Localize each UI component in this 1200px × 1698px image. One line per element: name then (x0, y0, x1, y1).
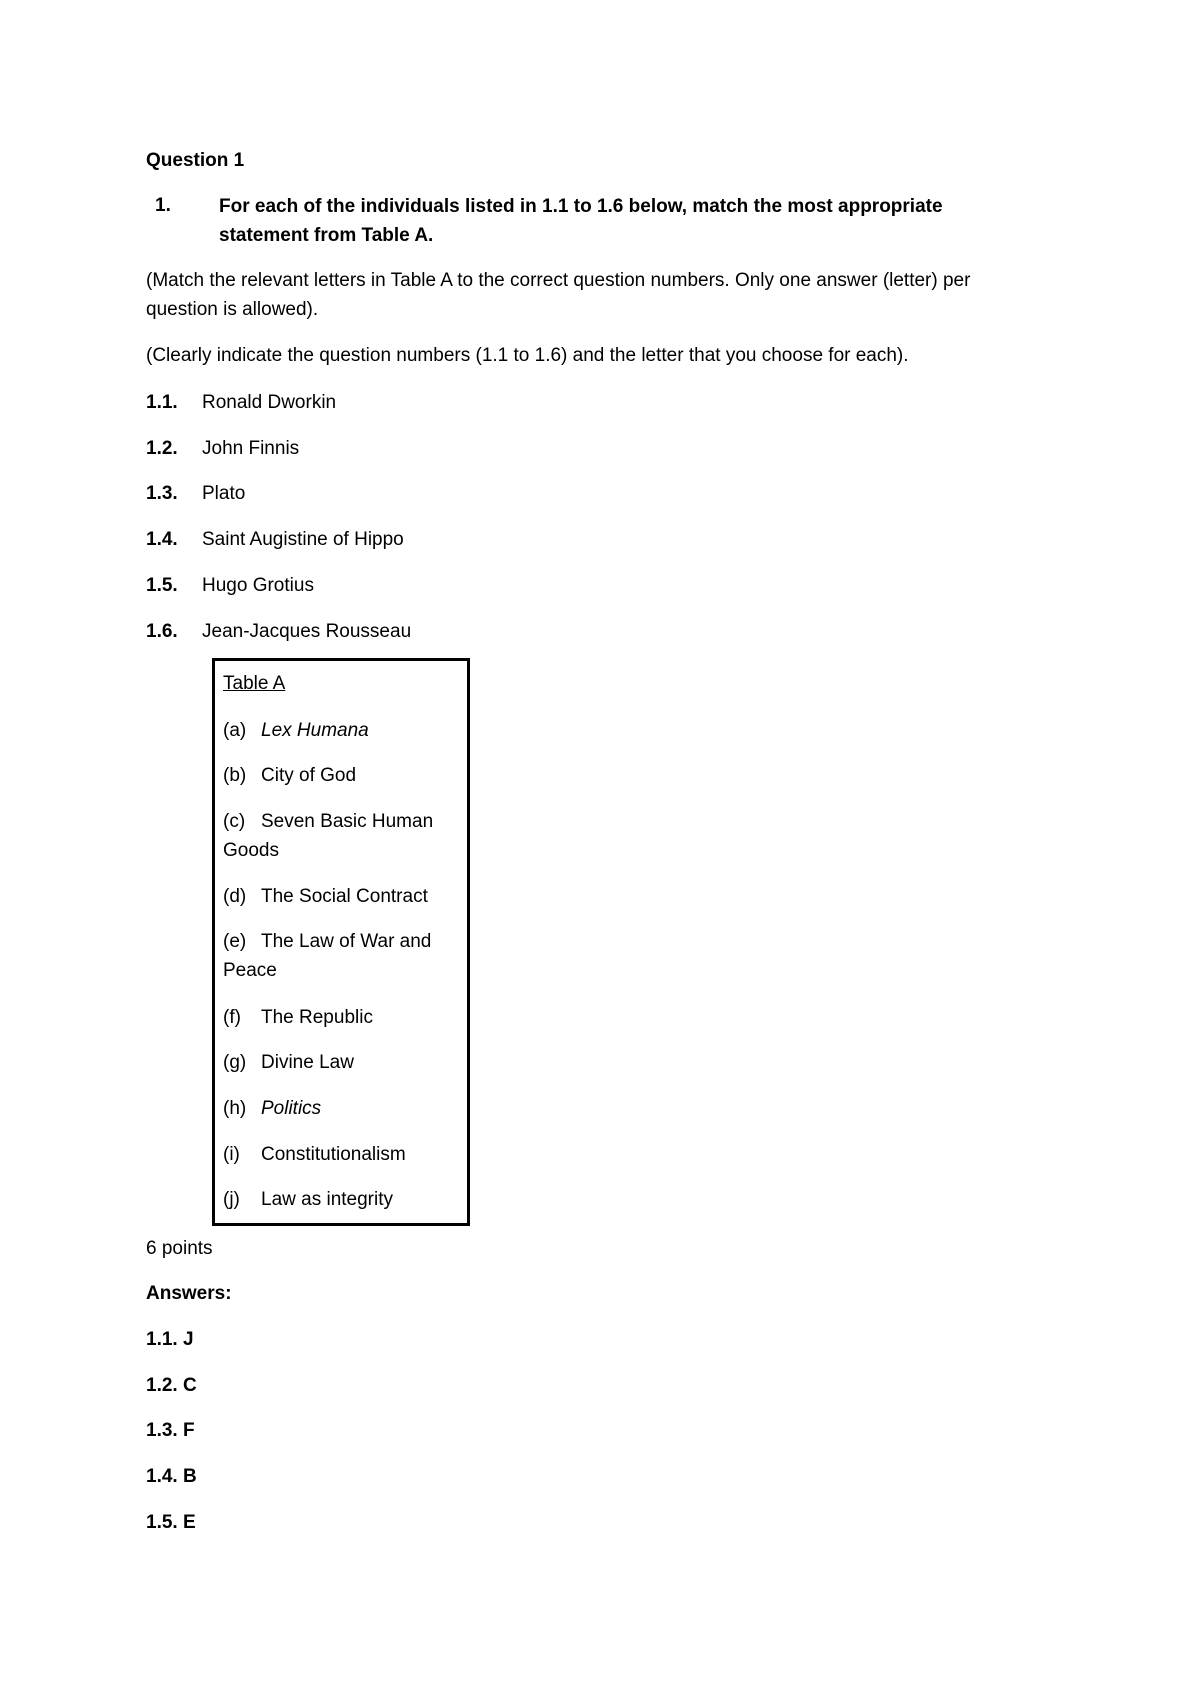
answer-item: 1.1. J (146, 1329, 194, 1350)
answer-item: 1.2. C (146, 1375, 197, 1396)
table-a-item-letter: (f) (223, 1007, 241, 1028)
individual-number: 1.4. (146, 529, 178, 550)
table-a-item (223, 1140, 459, 1169)
instruction-line-1: For each of the individuals listed in 1.1 to 1.6 below, match the most appropriate (219, 196, 943, 217)
instruction-number: 1. (155, 195, 171, 216)
note-indicate: (Clearly indicate the question numbers (1.1 to 1.6) and the letter that you choose for each). (146, 345, 909, 366)
table-a-item-letter: (g) (223, 1052, 247, 1073)
table-a-item-letter: (h) (223, 1098, 247, 1119)
table-a-item (223, 1094, 459, 1123)
answers-heading: Answers: (146, 1283, 232, 1304)
table-a-item-letter: (b) (223, 765, 247, 786)
table-a-item-text: Divine Law (261, 1052, 354, 1073)
table-a-item-text: The Social Contract (261, 886, 428, 907)
table-a-item (223, 882, 459, 911)
individual-number: 1.2. (146, 438, 178, 459)
table-a-item-text: City of God (261, 765, 357, 786)
individual-name: Hugo Grotius (202, 575, 314, 596)
table-a-item-letter: (e) (223, 931, 247, 952)
table-a-item-letter: (a) (223, 720, 247, 741)
table-a-item-text: Law as integrity (261, 1189, 394, 1210)
answer-item: 1.3. F (146, 1420, 195, 1441)
table-a-item (223, 927, 459, 985)
individual-number: 1.1. (146, 392, 178, 413)
table-a-item-text: Lex Humana (261, 720, 369, 741)
individual-name: Saint Augistine of Hippo (202, 529, 404, 550)
individual-number: 1.6. (146, 621, 178, 642)
answer-item: 1.5. E (146, 1512, 196, 1533)
table-a-item (223, 1048, 459, 1077)
individual-number: 1.5. (146, 575, 178, 596)
table-a-heading: Table A (223, 673, 286, 694)
individual-number: 1.3. (146, 483, 178, 504)
table-a-item-text: Seven Basic Human Goods (223, 811, 434, 861)
individual-name: Plato (202, 483, 246, 504)
individual-name: Jean-Jacques Rousseau (202, 621, 412, 642)
note-match-line-2: question is allowed). (146, 299, 319, 320)
table-a-item (223, 807, 459, 865)
table-a-item (223, 1003, 459, 1032)
table-a (212, 658, 470, 1226)
table-a-item-letter: (d) (223, 886, 247, 907)
answer-item: 1.4. B (146, 1466, 197, 1487)
table-a-item (223, 761, 459, 790)
table-a-item (223, 1185, 459, 1214)
individual-name: Ronald Dworkin (202, 392, 337, 413)
table-a-item-letter: (i) (223, 1144, 240, 1165)
table-a-item (223, 716, 459, 745)
table-a-item-letter: (c) (223, 811, 246, 832)
table-a-item-text: The Republic (261, 1007, 373, 1028)
instruction-line-2: statement from Table A. (219, 225, 434, 246)
points-label: 6 points (146, 1238, 213, 1259)
individual-name: John Finnis (202, 438, 300, 459)
table-a-item-text: Constitutionalism (261, 1144, 406, 1165)
note-match-line-1: (Match the relevant letters in Table A to the correct question numbers. Only one answer (letter) per (146, 270, 971, 291)
table-a-item-text: The Law of War and Peace (223, 931, 432, 981)
table-a-item-text: Politics (261, 1098, 322, 1119)
table-a-item-letter: (j) (223, 1189, 240, 1210)
question-title: Question 1 (146, 150, 245, 171)
